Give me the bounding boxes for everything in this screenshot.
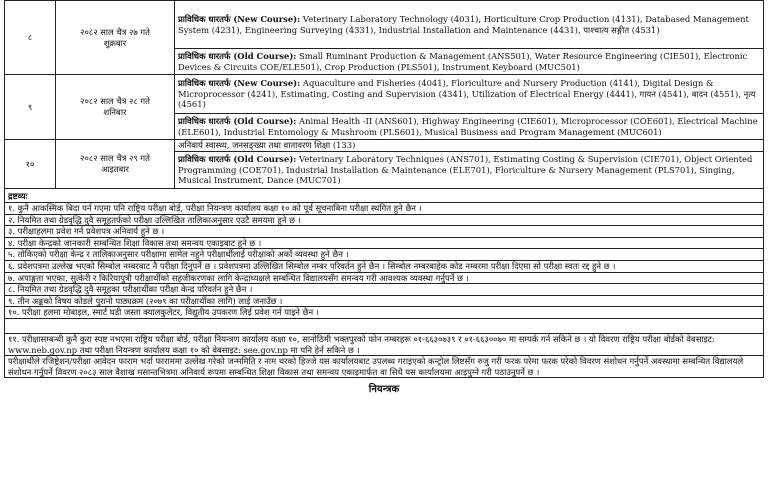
date-line: २०८२ साल चैत्र २७ गते <box>80 26 150 37</box>
note-item: १०. परीक्षा हलमा मोबाइल, स्मार्ट घडी जस्ता क्यालकुलेटर, विद्युतीय उपकरण लिई प्रवेश गर्न पाइने छैन । <box>5 306 763 318</box>
schedule-row-9 <box>5 75 764 114</box>
note-item-registration: परीक्षार्थीले रजिष्ट्रेशन/परीक्षा आवेदन फाराम भर्दा फाराममा उल्लेख गरेको जन्ममिति र नाम थरको हिज्जे यस कार्यालयबाट उपलब्ध गराइएको कन्ट्रोल लिष्टसँग रुजु गरी फरक परेमा फरक परेको विवरण संशोधन गर्नुपर्ने अवस्थामा सम्बन्धित विद्यालयले संशोधन गर्नुपर्ने विवरण २०८३ साल वैशाख मसान्तभित्रमा अनिवार्य रूपमा सम्बन्धित शिक्षा विकास तथा समन्वय एकाइमार्फत वा सिधै यस कार्यालयमा आइपुग्ने गरी पठाउनुपर्ने छ । <box>5 355 763 377</box>
course-label: प्राविधिक धारतर्फ (Old Course): <box>178 115 297 126</box>
note-item: ६. प्रवेशपत्रमा उल्लेख भएको सिम्बोल नम्बरबाट नै परीक्षा दिनुपर्ने छ । प्रवेशपत्रमा उल्लिखित सिम्बोल नम्बर परिवर्तन हुने छैन । सिम्बोल नम्बरबाहेक कोड नम्बरमा परीक्षा दिएमा सो परीक्षा स्वतः रद्द हुने छ । <box>5 260 763 272</box>
note-item: ९. तीन अङ्कको विषय कोडले पुरानो पाठ्यक्रम (२०७९ का परीक्षार्थीका लागि) लाई जनाउँछ । <box>5 295 763 307</box>
course-subjects: Veterinary Laboratory Technology (4031), Horticulture Crop Production (4131), Databased Management System (4231), Engineering Surveying (4331), Industrial Installation and Maintenance (4431), पाश्चात्य सङ्गीत (4531) <box>178 13 749 35</box>
date-line: २०८२ साल चैत्र २९ गते <box>80 153 150 164</box>
subject-cell <box>175 1 764 49</box>
signature-title: नियन्त्रक <box>368 384 400 396</box>
day-line: आइतबार <box>101 164 129 174</box>
note-item: ८. नियमित तथा ग्रेडवृद्धि दुवै समूहका परीक्षार्थीका परीक्षा केन्द्र परिवर्तन हुने छैन । <box>5 283 763 295</box>
date-line: २०८२ साल चैत्र २८ गते <box>80 96 150 107</box>
day-line: शनिबार <box>103 107 127 117</box>
course-subjects: Aquaculture and Fisheries (4041), Floriculture and Nursery Production (4141), Digital Design & Microprocessor (4241), Estimating, Costing and Supervision (4341), Utilization of Electrical Energy (4441), गायन (4541), बादन (4551), नृत्य (4561) <box>178 77 756 110</box>
course-subjects: Small Ruminant Production & Management (ANS501), Water Resource Engineering (CIE501), Electronic Devices & Circuits COE/ELE501), Crop Production (PLS501), Instrument Keyboard (MUC501) <box>178 50 748 72</box>
note-item: ३. परीक्षाहलमा प्रवेश गर्न प्रवेशपत्र अनिवार्य हुने छ । <box>5 225 763 237</box>
row-date <box>56 140 175 189</box>
day-line: शुक्रबार <box>103 37 127 48</box>
notes-section <box>4 189 764 378</box>
subject-cell <box>175 114 764 140</box>
subject-cell <box>175 140 764 152</box>
exam-schedule-page <box>4 0 764 395</box>
row-date <box>56 1 175 75</box>
course-subjects: Animal Health -II (ANS601), Highway Engineering (CIE601), Microprocessor (COE601), Electrical Machine (ELE601), Industrial Entomology & Mushroom (PLS601), Musical Business and Program Management (MUC601) <box>178 115 758 137</box>
course-subjects: अनिवार्य स्वास्थ्य, जनसङ्ख्या तथा वातावरण शिक्षा (133) <box>178 140 356 151</box>
row-number: ८ <box>5 1 56 75</box>
note-item: २. नियमित तथा ग्रेडवृद्धि दुवै समूहतर्फको परीक्षा उल्लिखित तालिकाअनुसार एउटै समयमा हुने छ । <box>5 214 763 226</box>
course-label: प्राविधिक धारतर्फ (New Course): <box>178 77 301 88</box>
row-date <box>56 75 175 140</box>
subject-cell <box>175 152 764 189</box>
row-number: ९ <box>5 75 56 140</box>
course-label: प्राविधिक धारतर्फ (New Course): <box>178 13 301 24</box>
course-label: प्राविधिक धारतर्फ (Old Course): <box>178 50 297 61</box>
subject-cell <box>175 49 764 75</box>
notes-spacer <box>5 318 763 333</box>
note-item: ४. परीक्षा केन्द्रको जानकारी सम्बन्धित शिक्षा विकास तथा समन्वय एकाइबाट हुने छ । <box>5 237 763 249</box>
course-label: प्राविधिक धारतर्फ (Old Course): <box>178 153 297 164</box>
note-item: ५. तोकिएको परीक्षा केन्द्र र तालिकाअनुसार परीक्षामा सामेल नहुने परीक्षार्थीलाई परीक्षाको अर्को व्यवस्था हुने छैन । <box>5 248 763 260</box>
schedule-row-10 <box>5 140 764 152</box>
course-subjects: Veterinary Laboratory Techniques (ANS701), Estimating Costing & Supervision (CIE701), Object Oriented Programming (COE701), Industrial Installation & Maintenance (ELE701), Floriculture & Nursery Management (PLS701), Singing, Musical Instrument, Dance (MUC701) <box>178 153 753 186</box>
row-number: १० <box>5 140 56 189</box>
note-item: १. कुनै आकस्मिक बिदा पर्न गएमा पनि राष्ट्रिय परीक्षा बोर्ड, परीक्षा नियन्त्रण कार्यालय कक्षा १० को पूर्व सूचनाबिना परीक्षा स्थगित हुने छैन । <box>5 202 763 214</box>
notes-heading: द्रष्टव्यः <box>8 192 28 202</box>
schedule-table <box>4 0 764 189</box>
note-item: ११. परीक्षासम्बन्धी कुनै कुरा स्पष्ट नभएमा राष्ट्रिय परीक्षा बोर्ड, परीक्षा नियन्त्रण कार्यालय कक्षा १०, सानोठिमी भक्तपुरको फोन नम्बरहरू ०१-६६३०७३९ र ०१-६६३००७० मा सम्पर्क गर्न सकिने छ । यो विवरण राष्ट्रिय परीक्षा बोर्डको वेबसाइट: www.neb.gov.np तथा परीक्षा नियन्त्रण कार्यालय कक्षा १० को वेबसाइट: see.gov.np मा पनि हेर्न सकिने छ । <box>5 333 763 355</box>
subject-cell <box>175 75 764 114</box>
schedule-row-8 <box>5 1 764 49</box>
note-item: ७. अपाङ्गता भएका, सुत्केरी र किरियापुत्री परीक्षार्थीको सहजीकरणका लागि केन्द्राध्यक्षले सम्बन्धित विद्यालयसँग समन्वय गरी आवश्यक व्यवस्था गर्नुपर्ने छ । <box>5 272 763 284</box>
